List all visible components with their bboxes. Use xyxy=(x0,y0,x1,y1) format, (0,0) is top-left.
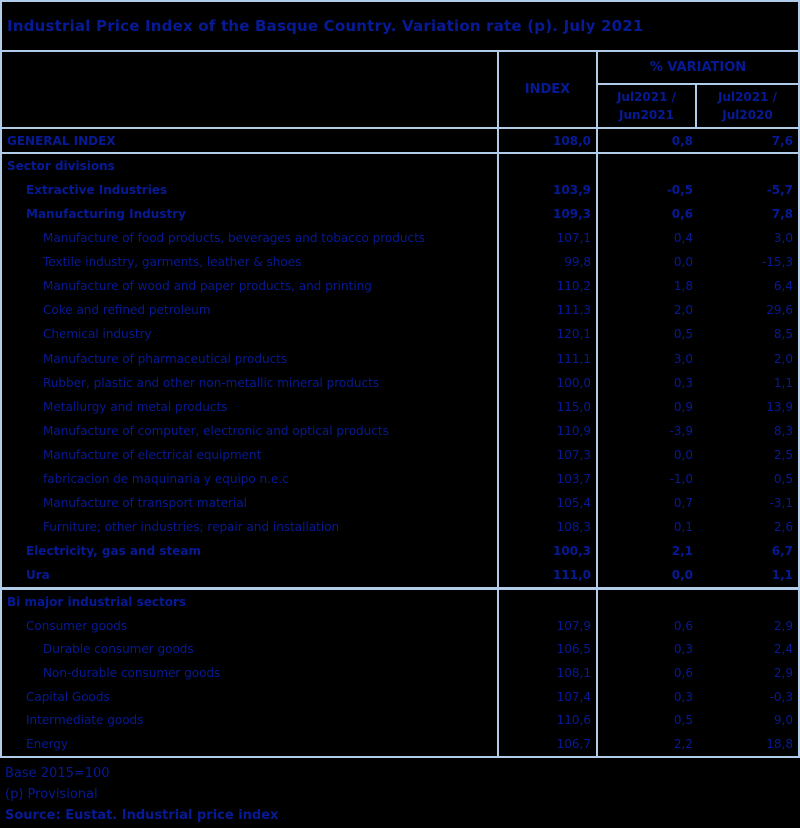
var-year-value: -0,3 xyxy=(769,689,793,704)
table-row xyxy=(2,637,798,661)
index-value: 111,1 xyxy=(497,347,598,371)
table-row xyxy=(2,178,798,202)
index-value: 110,6 xyxy=(497,709,598,733)
index-value: 107,4 xyxy=(497,685,598,709)
table-row xyxy=(2,709,798,733)
row-label: fabricacion de maquinaria y equipo n.e.c xyxy=(43,471,289,486)
table-row xyxy=(2,274,798,298)
var-year-value: 29,6 xyxy=(766,303,793,318)
major-sectors-section xyxy=(2,590,798,756)
footnote-provisional: (p) Provisional xyxy=(5,787,98,802)
var-month-value: 0,5 xyxy=(673,713,693,728)
table-footnotes xyxy=(0,758,800,826)
var-year-value: 6,7 xyxy=(771,544,793,559)
row-label: Manufacture of wood and paper products, and printing xyxy=(43,279,372,294)
table-row xyxy=(2,395,798,419)
row-label: Manufacture of electrical equipment xyxy=(43,447,262,462)
row-label: Manufacturing Industry xyxy=(26,207,186,222)
row-label: Coke and refined petroleum xyxy=(43,303,211,318)
row-label: Extractive Industries xyxy=(26,183,168,198)
var-year-value: 1,1 xyxy=(771,568,793,583)
table-row xyxy=(2,491,798,515)
index-value: 110,9 xyxy=(497,419,598,443)
var-month-value xyxy=(598,154,697,178)
var-year-value: 18,8 xyxy=(766,737,793,752)
table-row xyxy=(2,226,798,250)
table-row xyxy=(2,443,798,467)
var-year-value: 6,4 xyxy=(773,279,793,294)
header-empty-cell xyxy=(2,52,497,127)
var-month-value: 2,1 xyxy=(671,544,693,559)
var-year-value xyxy=(697,154,798,178)
var-year-value xyxy=(697,590,798,614)
index-value: 108,0 xyxy=(497,129,598,152)
table-row xyxy=(2,661,798,685)
var-month-value: 0,0 xyxy=(673,255,693,270)
table-row xyxy=(2,590,798,614)
var-month-value: 0,6 xyxy=(673,618,693,633)
table-row xyxy=(2,154,798,178)
row-label: Textile industry, garments, leather & shoes xyxy=(43,255,302,270)
row-label: GENERAL INDEX xyxy=(7,133,116,148)
index-value: 115,0 xyxy=(497,395,598,419)
var-year-value: 2,6 xyxy=(773,519,793,534)
var-month-value: 0,0 xyxy=(673,447,693,462)
index-value: 103,9 xyxy=(497,178,598,202)
table-row xyxy=(2,202,798,226)
table-row xyxy=(2,685,798,709)
table-row xyxy=(2,563,798,587)
var-month-value: 1,8 xyxy=(673,279,693,294)
index-value: 111,3 xyxy=(497,298,598,322)
var-year-value: 2,9 xyxy=(773,666,793,681)
header-variation-columns xyxy=(598,85,798,127)
var-year-value: 0,5 xyxy=(773,471,793,486)
var-month-value: 2,2 xyxy=(673,737,693,752)
header-index-label: INDEX xyxy=(497,52,598,127)
var-month-value: -1,0 xyxy=(669,471,693,486)
header-col-month: Jul2021 / Jun2021 xyxy=(598,85,697,127)
var-month-value: -3,9 xyxy=(669,423,693,438)
var-year-value: 2,9 xyxy=(773,618,793,633)
index-value: 111,0 xyxy=(497,563,598,587)
index-value xyxy=(497,590,598,614)
var-year-value: 1,1 xyxy=(773,375,793,390)
row-label: Bi major industrial sectors xyxy=(7,594,187,609)
index-value: 109,3 xyxy=(497,202,598,226)
index-value: 106,5 xyxy=(497,637,598,661)
var-year-value: -3,1 xyxy=(769,495,793,510)
var-month-value: 0,3 xyxy=(673,642,693,657)
row-label: Furniture; other industries; repair and installation xyxy=(43,519,340,534)
var-year-value: 3,0 xyxy=(773,231,793,246)
header-variation-group xyxy=(598,52,798,127)
index-value: 107,3 xyxy=(497,443,598,467)
var-month-value: 2,0 xyxy=(673,303,693,318)
index-value: 107,9 xyxy=(497,614,598,638)
table-row xyxy=(2,347,798,371)
index-value: 103,7 xyxy=(497,467,598,491)
var-month-value: 3,0 xyxy=(673,351,693,366)
header-col-year: Jul2021 / Jul2020 xyxy=(717,90,778,122)
row-label: Chemical industry xyxy=(43,327,152,342)
table-row xyxy=(2,298,798,322)
var-month-value: 0,6 xyxy=(673,666,693,681)
var-month-value: 0,4 xyxy=(673,231,693,246)
var-year-value: -15,3 xyxy=(761,255,793,270)
var-month-value xyxy=(598,590,697,614)
row-label: Intermediate goods xyxy=(26,713,144,728)
index-value xyxy=(497,154,598,178)
index-value: 99,8 xyxy=(497,250,598,274)
footnote-base: Base 2015=100 xyxy=(5,766,110,781)
table-row xyxy=(2,515,798,539)
index-value: 120,1 xyxy=(497,322,598,346)
var-month-value: 0,1 xyxy=(673,519,693,534)
var-month-value: 0,0 xyxy=(671,568,693,583)
var-month-value: 0,8 xyxy=(671,133,693,148)
table-row xyxy=(2,371,798,395)
table-row xyxy=(2,467,798,491)
index-value: 106,7 xyxy=(497,732,598,756)
var-month-value: 0,9 xyxy=(673,399,693,414)
var-month-value: 0,7 xyxy=(673,495,693,510)
var-year-value: 9,0 xyxy=(773,713,793,728)
index-value: 108,1 xyxy=(497,661,598,685)
general-index-row xyxy=(2,129,798,154)
index-value: 110,2 xyxy=(497,274,598,298)
var-month-value: -0,5 xyxy=(666,183,693,198)
row-label: Consumer goods xyxy=(26,618,128,633)
table-title: Industrial Price Index of the Basque Country. Variation rate (p). July 2021 xyxy=(2,2,798,52)
row-label: Ura xyxy=(26,568,50,583)
var-year-value: 2,5 xyxy=(773,447,793,462)
index-value: 108,3 xyxy=(497,515,598,539)
table-row xyxy=(2,250,798,274)
var-month-value: 0,3 xyxy=(673,689,693,704)
row-label: Rubber, plastic and other non-metallic mineral products xyxy=(43,375,380,390)
footnote-source: Source: Eustat. Industrial price index xyxy=(5,808,279,823)
row-label: Manufacture of transport material xyxy=(43,495,247,510)
index-value: 100,0 xyxy=(497,371,598,395)
var-year-value: 7,8 xyxy=(771,207,793,222)
var-year-value: 7,6 xyxy=(771,133,793,148)
row-label: Manufacture of pharmaceutical products xyxy=(43,351,288,366)
var-year-value: -5,7 xyxy=(766,183,793,198)
var-month-value: 0,6 xyxy=(671,207,693,222)
var-month-value: 0,5 xyxy=(673,327,693,342)
var-year-value: 8,5 xyxy=(773,327,793,342)
row-label: Energy xyxy=(26,737,69,752)
index-value: 107,1 xyxy=(497,226,598,250)
row-label: Manufacture of computer, electronic and optical products xyxy=(43,423,389,438)
table-row xyxy=(2,614,798,638)
var-year-value: 13,9 xyxy=(766,399,793,414)
index-value: 100,3 xyxy=(497,539,598,563)
sector-divisions-section xyxy=(2,154,798,590)
row-label: Electricity, gas and steam xyxy=(26,544,201,559)
table-row xyxy=(2,419,798,443)
var-year-value: 2,0 xyxy=(773,351,793,366)
var-year-value: 2,4 xyxy=(773,642,793,657)
row-label: Metallurgy and metal products xyxy=(43,399,228,414)
header-variation-label: % VARIATION xyxy=(598,52,798,85)
row-label: Durable consumer goods xyxy=(43,642,194,657)
row-label: Sector divisions xyxy=(7,159,115,174)
row-label: Non-durable consumer goods xyxy=(43,666,221,681)
index-value: 105,4 xyxy=(497,491,598,515)
var-month-value: 0,3 xyxy=(673,375,693,390)
table-header xyxy=(2,52,798,129)
var-year-value: 8,3 xyxy=(773,423,793,438)
table-row xyxy=(2,732,798,756)
row-label: Capital Goods xyxy=(26,689,110,704)
table-row xyxy=(2,322,798,346)
table-row xyxy=(2,539,798,563)
row-label: Manufacture of food products, beverages and tobacco products xyxy=(43,231,426,246)
